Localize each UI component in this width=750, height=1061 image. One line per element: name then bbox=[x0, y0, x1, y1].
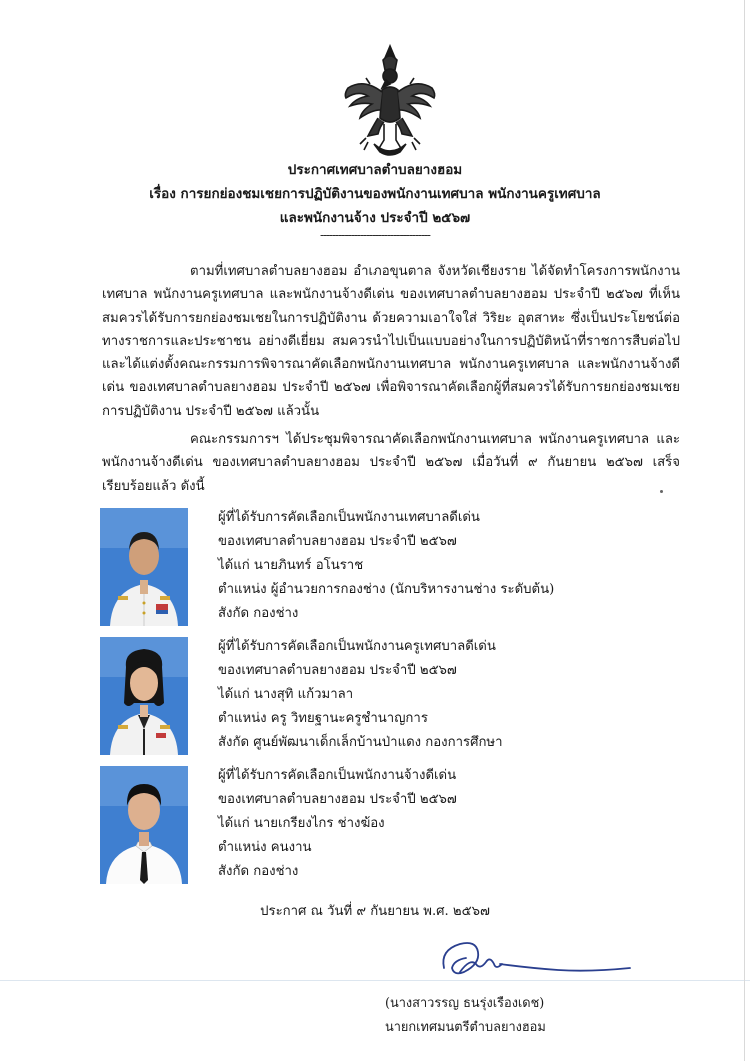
avatar bbox=[100, 637, 188, 755]
stray-dot bbox=[660, 490, 663, 493]
title-divider: ------------------------------------ bbox=[320, 228, 430, 242]
paragraph-committee bbox=[102, 428, 680, 498]
page-edge bbox=[744, 0, 745, 1061]
award-entry bbox=[100, 766, 660, 888]
award-position: ตำแหน่ง คนงาน bbox=[218, 840, 312, 855]
award-heading: ผู้ที่ได้รับการคัดเลือกเป็นพนักงานครูเทศบาลดีเด่น bbox=[218, 639, 496, 654]
garuda-emblem-icon bbox=[338, 40, 442, 160]
award-org: ของเทศบาลตำบลยางฮอม ประจำปี ๒๕๖๗ bbox=[218, 792, 457, 807]
paragraph-committee-text: คณะกรรมการฯ ได้ประชุมพิจารณาคัดเลือกพนักงานเทศบาล พนักงานครูเทศบาล และพนักงานจ้างดีเด่น ของเทศบาลตำบลยางฮอม ประจำปี ๒๕๖๗ เมื่อวันที่ ๙ กันยายน ๒๕๖๗ เสร็จเรียบร้อยแล้ว ดังนี้ bbox=[102, 432, 680, 494]
award-org: ของเทศบาลตำบลยางฮอม ประจำปี ๒๕๖๗ bbox=[218, 663, 457, 678]
award-details bbox=[218, 506, 658, 626]
scan-line bbox=[0, 980, 750, 981]
paragraph-intro-text: ตามที่เทศบาลตำบลยางฮอม อำเภอขุนตาล จังหวัดเชียงราย ได้จัดทำโครงการพนักงานเทศบาล พนักงานครูเทศบาล และพนักงานจ้างดีเด่น ของเทศบาลตำบลยางฮอม ประจำปี ๒๕๖๗ ที่เห็นสมควรได้รับการยกย่องชมเชยในการปฏิบัติงาน ด้วยความเอาใจใส่ วิริยะ อุตสาหะ ซึ่งเป็นประโยชน์ต่อทางราชการและประชาชน อย่างดีเยี่ยม สมควรนำไปเป็นแบบอย่างในการปฏิบัติหน้าที่ราชการสืบต่อไป และได้แต่งตั้งคณะกรรมการพิจารณาคัดเลือกพนักงานเทศบาล พนักงานครูเทศบาล และพนักงานจ้างดีเด่น ของเทศบาลตำบลยางฮอม ประจำปี ๒๕๖๗ เพื่อพิจารณาคัดเลือกผู้ที่สมควรได้รับการยกย่องชมเชยการปฏิบัติงาน ประจำปี ๒๕๖๗ แล้วนั้น bbox=[102, 264, 680, 419]
award-department: สังกัด ศูนย์พัฒนาเด็กเล็กบ้านป่าแดง กองการศึกษา bbox=[218, 735, 503, 750]
award-heading: ผู้ที่ได้รับการคัดเลือกเป็นพนักงานเทศบาลดีเด่น bbox=[218, 510, 480, 525]
award-details bbox=[218, 635, 658, 755]
award-heading: ผู้ที่ได้รับการคัดเลือกเป็นพนักงานจ้างดีเด่น bbox=[218, 768, 457, 783]
paragraph-intro bbox=[102, 260, 680, 423]
award-department: สังกัด กองช่าง bbox=[218, 864, 299, 879]
document-title bbox=[0, 158, 750, 230]
award-org: ของเทศบาลตำบลยางฮอม ประจำปี ๒๕๖๗ bbox=[218, 534, 457, 549]
avatar bbox=[100, 766, 188, 884]
award-position: ตำแหน่ง ผู้อำนวยการกองช่าง (นักบริหารงานช่าง ระดับต้น) bbox=[218, 582, 555, 597]
announcement-date: ประกาศ ณ วันที่ ๙ กันยายน พ.ศ. ๒๕๖๗ bbox=[260, 904, 490, 919]
title-line-3: และพนักงานจ้าง ประจำปี ๒๕๖๗ bbox=[279, 210, 471, 226]
title-line-2: เรื่อง การยกย่องชมเชยการปฏิบัติงานของพนักงานเทศบาล พนักงานครูเทศบาล bbox=[149, 186, 601, 202]
signature-image bbox=[430, 928, 650, 988]
award-entry bbox=[100, 508, 660, 630]
award-position: ตำแหน่ง ครู วิทยฐานะครูชำนาญการ bbox=[218, 711, 428, 726]
signer-name: (นางสาวรรญ ธนรุ่งเรืองเดช) bbox=[385, 996, 545, 1011]
award-department: สังกัด กองช่าง bbox=[218, 606, 299, 621]
title-line-1: ประกาศเทศบาลตำบลยางฮอม bbox=[287, 162, 463, 178]
award-details bbox=[218, 764, 658, 884]
award-entry bbox=[100, 637, 660, 759]
award-recipient: ได้แก่ นางสุทิ แก้วมาลา bbox=[218, 687, 354, 702]
award-recipient: ได้แก่ นายภินทร์ อโนราช bbox=[218, 558, 364, 573]
avatar bbox=[100, 508, 188, 626]
award-recipient: ได้แก่ นายเกรียงไกร ช่างฆ้อง bbox=[218, 816, 385, 831]
signer-title: นายกเทศมนตรีตำบลยางฮอม bbox=[385, 1020, 546, 1035]
signer-block bbox=[385, 992, 605, 1040]
